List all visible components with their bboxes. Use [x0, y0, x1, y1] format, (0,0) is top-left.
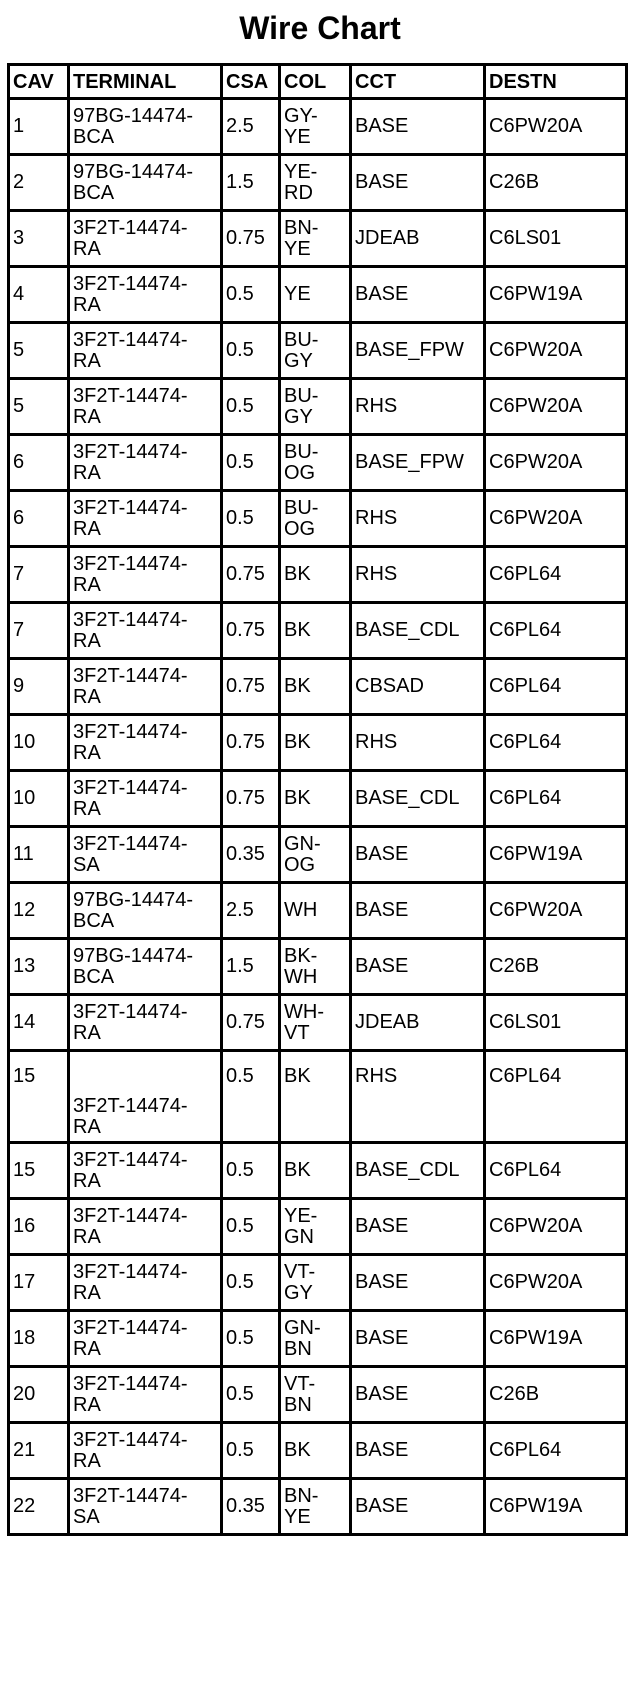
- table-row: [9, 827, 627, 883]
- cell-terminal-line: RA: [73, 685, 101, 708]
- cell-col-line: GY: [284, 1281, 313, 1304]
- cell-col-line: OG: [284, 461, 316, 484]
- cell-csa: 0.75: [222, 715, 280, 771]
- cell-cct: BASE: [351, 1311, 485, 1367]
- cell-cav: 7: [9, 603, 69, 659]
- cell-csa: 0.5: [222, 491, 280, 547]
- cell-terminal: [69, 1423, 222, 1479]
- cell-cav: 17: [9, 1255, 69, 1311]
- cell-terminal-line: RA: [73, 1393, 101, 1416]
- cell-terminal-line: RA: [73, 517, 101, 540]
- cell-terminal-line: 3F2T-14474-: [73, 720, 188, 743]
- table-row: [9, 1051, 627, 1143]
- cell-col: [280, 883, 351, 939]
- cell-csa: 1.5: [222, 939, 280, 995]
- column-header-destn: DESTN: [485, 65, 627, 99]
- cell-cct: BASE: [351, 1199, 485, 1255]
- cell-col-line: BK-: [284, 944, 318, 967]
- cell-destn: C6PL64: [485, 547, 627, 603]
- cell-terminal: [69, 603, 222, 659]
- cell-cav: 18: [9, 1311, 69, 1367]
- cell-cct: BASE: [351, 267, 485, 323]
- cell-terminal-line: RA: [73, 405, 101, 428]
- cell-col: [280, 939, 351, 995]
- cell-terminal-line: 3F2T-14474-: [73, 552, 188, 575]
- column-header-col: COL: [280, 65, 351, 99]
- cell-col-line: VT-: [284, 1260, 316, 1283]
- cell-cct: BASE_CDL: [351, 1143, 485, 1199]
- cell-col-line: GN-: [284, 1316, 321, 1339]
- cell-destn: C6LS01: [485, 211, 627, 267]
- cell-csa: 2.5: [222, 883, 280, 939]
- cell-cct: BASE: [351, 155, 485, 211]
- cell-col-line: GY: [284, 349, 313, 372]
- table-row: [9, 1143, 627, 1199]
- cell-cav: 15: [9, 1143, 69, 1199]
- table-row: [9, 155, 627, 211]
- cell-csa: 1.5: [222, 155, 280, 211]
- cell-col: [280, 715, 351, 771]
- cell-terminal-line: 97BG-14474-: [73, 104, 194, 127]
- cell-terminal-line: 3F2T-14474-: [73, 1000, 188, 1023]
- cell-destn: C6PW19A: [485, 1479, 627, 1535]
- cell-destn: C26B: [485, 1367, 627, 1423]
- cell-col: [280, 491, 351, 547]
- cell-terminal: [69, 827, 222, 883]
- column-header-csa: CSA: [222, 65, 280, 99]
- cell-destn: C6PW19A: [485, 827, 627, 883]
- cell-terminal: [69, 435, 222, 491]
- table-row: [9, 1311, 627, 1367]
- cell-col-line: YE-: [284, 160, 318, 183]
- cell-terminal: [69, 491, 222, 547]
- cell-csa: 0.75: [222, 659, 280, 715]
- cell-cav: 15: [9, 1051, 69, 1143]
- cell-col-line: WH: [284, 965, 318, 988]
- cell-cct: BASE: [351, 939, 485, 995]
- cell-col-line: BK: [284, 1065, 311, 1087]
- cell-cct: RHS: [351, 715, 485, 771]
- cell-csa: 0.5: [222, 435, 280, 491]
- cell-destn: C6PW20A: [485, 491, 627, 547]
- cell-col-line: WH-: [284, 1000, 324, 1023]
- table-row: [9, 99, 627, 155]
- table-row: [9, 659, 627, 715]
- cell-cct: RHS: [351, 1051, 485, 1143]
- cell-terminal-line: RA: [73, 1169, 101, 1192]
- cell-terminal-line: RA: [73, 1021, 101, 1044]
- cell-destn: C6PL64: [485, 659, 627, 715]
- cell-cav: 20: [9, 1367, 69, 1423]
- table-row: [9, 547, 627, 603]
- cell-destn: C6PL64: [485, 1143, 627, 1199]
- cell-cav: 10: [9, 715, 69, 771]
- cell-csa: 0.5: [222, 267, 280, 323]
- cell-csa: 0.75: [222, 211, 280, 267]
- cell-terminal: [69, 939, 222, 995]
- table-row: [9, 379, 627, 435]
- cell-col: [280, 827, 351, 883]
- cell-cav: 10: [9, 771, 69, 827]
- cell-destn: C6PL64: [485, 1423, 627, 1479]
- cell-terminal-line: 3F2T-14474-: [73, 1204, 188, 1227]
- table-row: [9, 1479, 627, 1535]
- cell-col-line: GY: [284, 405, 313, 428]
- cell-terminal-line: 3F2T-14474-: [73, 1428, 188, 1451]
- cell-cct: RHS: [351, 547, 485, 603]
- cell-terminal-line: BCA: [73, 181, 115, 204]
- cell-terminal-line: 3F2T-14474-: [73, 1148, 188, 1171]
- cell-csa: 0.35: [222, 1479, 280, 1535]
- cell-cct: BASE_FPW: [351, 323, 485, 379]
- table-row: [9, 435, 627, 491]
- cell-cav: 5: [9, 379, 69, 435]
- cell-terminal-line: 97BG-14474-: [73, 888, 194, 911]
- cell-terminal-line: RA: [73, 1116, 101, 1138]
- cell-terminal-line: RA: [73, 629, 101, 652]
- cell-cav: 14: [9, 995, 69, 1051]
- cell-col: [280, 1143, 351, 1199]
- cell-col-line: BK: [284, 1159, 311, 1181]
- cell-terminal: [69, 379, 222, 435]
- cell-destn: C26B: [485, 939, 627, 995]
- cell-terminal-line: 3F2T-14474-: [73, 272, 188, 295]
- cell-terminal: [69, 659, 222, 715]
- cell-destn: C6PW20A: [485, 323, 627, 379]
- cell-col-line: YE-: [284, 1204, 318, 1227]
- cell-terminal: [69, 883, 222, 939]
- cell-destn: C6LS01: [485, 995, 627, 1051]
- cell-terminal: [69, 1143, 222, 1199]
- cell-cav: 4: [9, 267, 69, 323]
- cell-col-line: BU-: [284, 384, 319, 407]
- table-row: [9, 211, 627, 267]
- cell-col-line: GN-: [284, 832, 321, 855]
- cell-terminal-line: BCA: [73, 965, 115, 988]
- cell-terminal-line: RA: [73, 1337, 101, 1360]
- cell-csa: 0.75: [222, 603, 280, 659]
- cell-col: [280, 379, 351, 435]
- cell-terminal-line: 97BG-14474-: [73, 944, 194, 967]
- cell-terminal-line: RA: [73, 741, 101, 764]
- cell-col: [280, 603, 351, 659]
- cell-cav: 12: [9, 883, 69, 939]
- cell-col: [280, 547, 351, 603]
- cell-col-line: YE: [284, 283, 311, 305]
- cell-destn: C6PW20A: [485, 1199, 627, 1255]
- cell-col-line: BK: [284, 1439, 311, 1461]
- cell-csa: 0.75: [222, 771, 280, 827]
- cell-terminal-line: 3F2T-14474-: [73, 776, 188, 799]
- cell-cav: 2: [9, 155, 69, 211]
- cell-terminal-line: 3F2T-14474-: [73, 1095, 188, 1117]
- table-row: [9, 1199, 627, 1255]
- table-row: [9, 995, 627, 1051]
- cell-csa: 0.75: [222, 547, 280, 603]
- cell-cav: 11: [9, 827, 69, 883]
- cell-col-line: OG: [284, 517, 316, 540]
- cell-col-line: GN: [284, 1225, 314, 1248]
- cell-col-line: BN: [284, 1337, 312, 1360]
- cell-col: [280, 323, 351, 379]
- cell-csa: 0.5: [222, 1255, 280, 1311]
- cell-terminal-line: RA: [73, 237, 101, 260]
- cell-terminal-line: 3F2T-14474-: [73, 608, 188, 631]
- cell-cct: BASE: [351, 1255, 485, 1311]
- cell-col-line: BK: [284, 731, 311, 753]
- cell-terminal: [69, 547, 222, 603]
- cell-csa: 0.5: [222, 379, 280, 435]
- table-row: [9, 939, 627, 995]
- cell-csa: 0.5: [222, 1311, 280, 1367]
- cell-terminal-line: 3F2T-14474-: [73, 1260, 188, 1283]
- cell-col-line: BU-: [284, 496, 319, 519]
- cell-terminal: [69, 1199, 222, 1255]
- cell-terminal: [69, 771, 222, 827]
- cell-col-line: VT-: [284, 1372, 316, 1395]
- cell-terminal-line: RA: [73, 1225, 101, 1248]
- cell-cct: CBSAD: [351, 659, 485, 715]
- cell-cct: BASE: [351, 1479, 485, 1535]
- cell-terminal-line: RA: [73, 461, 101, 484]
- cell-terminal: [69, 715, 222, 771]
- cell-terminal-line: 3F2T-14474-: [73, 664, 188, 687]
- cell-col: [280, 1367, 351, 1423]
- cell-terminal-line: 3F2T-14474-: [73, 216, 188, 239]
- cell-col: [280, 1479, 351, 1535]
- cell-cct: RHS: [351, 379, 485, 435]
- cell-terminal-line: RA: [73, 349, 101, 372]
- table-row: [9, 1255, 627, 1311]
- wire-chart-table: [7, 63, 628, 1536]
- cell-terminal-line: 3F2T-14474-: [73, 832, 188, 855]
- cell-col-line: BU-: [284, 328, 319, 351]
- cell-col: [280, 267, 351, 323]
- cell-destn: C6PL64: [485, 603, 627, 659]
- cell-terminal: [69, 99, 222, 155]
- cell-terminal-line: BCA: [73, 125, 115, 148]
- column-header-terminal: TERMINAL: [69, 65, 222, 99]
- cell-col-line: BK: [284, 675, 311, 697]
- cell-terminal-line: 3F2T-14474-: [73, 1372, 188, 1395]
- table-row: [9, 603, 627, 659]
- cell-terminal-line: RA: [73, 797, 101, 820]
- cell-terminal: [69, 1479, 222, 1535]
- cell-terminal-line: BCA: [73, 909, 115, 932]
- cell-col-line: YE: [284, 1505, 311, 1528]
- cell-col-line: BK: [284, 787, 311, 809]
- cell-col: [280, 995, 351, 1051]
- cell-terminal: [69, 1311, 222, 1367]
- cell-terminal: [69, 155, 222, 211]
- cell-col: [280, 435, 351, 491]
- table-row: [9, 491, 627, 547]
- cell-col-line: BU-: [284, 440, 319, 463]
- cell-cct: BASE: [351, 99, 485, 155]
- cell-destn: C6PL64: [485, 1051, 627, 1143]
- cell-terminal: [69, 1051, 222, 1143]
- cell-cav: 7: [9, 547, 69, 603]
- cell-cav: 6: [9, 491, 69, 547]
- cell-col-line: BN-: [284, 1484, 319, 1507]
- cell-terminal-line: RA: [73, 1449, 101, 1472]
- table-row: [9, 715, 627, 771]
- cell-destn: C6PW20A: [485, 1255, 627, 1311]
- cell-terminal: [69, 1255, 222, 1311]
- page-title: Wire Chart: [239, 10, 401, 46]
- header-row: [9, 65, 627, 99]
- column-header-cct: CCT: [351, 65, 485, 99]
- cell-csa: 0.5: [222, 1367, 280, 1423]
- cell-terminal-line: 3F2T-14474-: [73, 496, 188, 519]
- cell-destn: C6PL64: [485, 715, 627, 771]
- cell-cav: 9: [9, 659, 69, 715]
- cell-col-line: RD: [284, 181, 313, 204]
- cell-col: [280, 155, 351, 211]
- cell-csa: 0.5: [222, 323, 280, 379]
- cell-col-line: BK: [284, 619, 311, 641]
- cell-cct: BASE: [351, 883, 485, 939]
- cell-terminal: [69, 323, 222, 379]
- cell-col: [280, 1255, 351, 1311]
- cell-destn: C6PW20A: [485, 883, 627, 939]
- cell-terminal: [69, 267, 222, 323]
- cell-col: [280, 211, 351, 267]
- cell-csa: 0.5: [222, 1051, 280, 1143]
- cell-cct: BASE: [351, 1367, 485, 1423]
- cell-col: [280, 1423, 351, 1479]
- cell-destn: C26B: [485, 155, 627, 211]
- table-row: [9, 1367, 627, 1423]
- cell-cav: 13: [9, 939, 69, 995]
- cell-cct: JDEAB: [351, 211, 485, 267]
- cell-terminal-line: 3F2T-14474-: [73, 1316, 188, 1339]
- cell-destn: C6PW20A: [485, 435, 627, 491]
- cell-destn: C6PW20A: [485, 379, 627, 435]
- cell-terminal-line: 3F2T-14474-: [73, 384, 188, 407]
- cell-col-line: YE: [284, 237, 311, 260]
- table-row: [9, 883, 627, 939]
- cell-terminal-line: 97BG-14474-: [73, 160, 194, 183]
- cell-cct: BASE: [351, 1423, 485, 1479]
- cell-col-line: BN: [284, 1393, 312, 1416]
- cell-cav: 3: [9, 211, 69, 267]
- cell-col-line: BN-: [284, 216, 319, 239]
- cell-cav: 6: [9, 435, 69, 491]
- cell-destn: C6PW20A: [485, 99, 627, 155]
- cell-col-line: VT: [284, 1021, 310, 1044]
- table-row: [9, 323, 627, 379]
- cell-cct: BASE: [351, 827, 485, 883]
- cell-terminal: [69, 995, 222, 1051]
- cell-terminal-line: RA: [73, 1281, 101, 1304]
- cell-terminal-line: RA: [73, 293, 101, 316]
- table-row: [9, 1423, 627, 1479]
- cell-col-line: YE: [284, 125, 311, 148]
- cell-cct: BASE_CDL: [351, 771, 485, 827]
- cell-terminal-line: SA: [73, 853, 100, 876]
- cell-csa: 0.5: [222, 1199, 280, 1255]
- table-row: [9, 267, 627, 323]
- cell-destn: C6PL64: [485, 771, 627, 827]
- cell-terminal: [69, 1367, 222, 1423]
- cell-cav: 21: [9, 1423, 69, 1479]
- cell-cav: 16: [9, 1199, 69, 1255]
- cell-cav: 1: [9, 99, 69, 155]
- cell-cav: 5: [9, 323, 69, 379]
- column-header-cav: CAV: [9, 65, 69, 99]
- cell-cct: RHS: [351, 491, 485, 547]
- cell-col: [280, 1311, 351, 1367]
- cell-col: [280, 1051, 351, 1143]
- cell-col: [280, 659, 351, 715]
- cell-cct: BASE_FPW: [351, 435, 485, 491]
- cell-col: [280, 771, 351, 827]
- cell-terminal-line: 3F2T-14474-: [73, 328, 188, 351]
- cell-terminal-line: RA: [73, 573, 101, 596]
- cell-csa: 2.5: [222, 99, 280, 155]
- cell-csa: 0.75: [222, 995, 280, 1051]
- cell-cct: BASE_CDL: [351, 603, 485, 659]
- table-row: [9, 771, 627, 827]
- cell-col: [280, 99, 351, 155]
- cell-col: [280, 1199, 351, 1255]
- cell-col-line: WH: [284, 899, 318, 921]
- cell-col-line: GY-: [284, 104, 318, 127]
- cell-terminal-line: 3F2T-14474-: [73, 440, 188, 463]
- cell-csa: 0.35: [222, 827, 280, 883]
- cell-terminal-line: SA: [73, 1505, 100, 1528]
- cell-destn: C6PW19A: [485, 1311, 627, 1367]
- cell-terminal: [69, 211, 222, 267]
- cell-terminal-line: 3F2T-14474-: [73, 1484, 188, 1507]
- cell-col-line: OG: [284, 853, 316, 876]
- cell-col-line: BK: [284, 563, 311, 585]
- table-body: [9, 99, 627, 1535]
- cell-destn: C6PW19A: [485, 267, 627, 323]
- cell-cav: 22: [9, 1479, 69, 1535]
- cell-csa: 0.5: [222, 1423, 280, 1479]
- cell-csa: 0.5: [222, 1143, 280, 1199]
- cell-cct: JDEAB: [351, 995, 485, 1051]
